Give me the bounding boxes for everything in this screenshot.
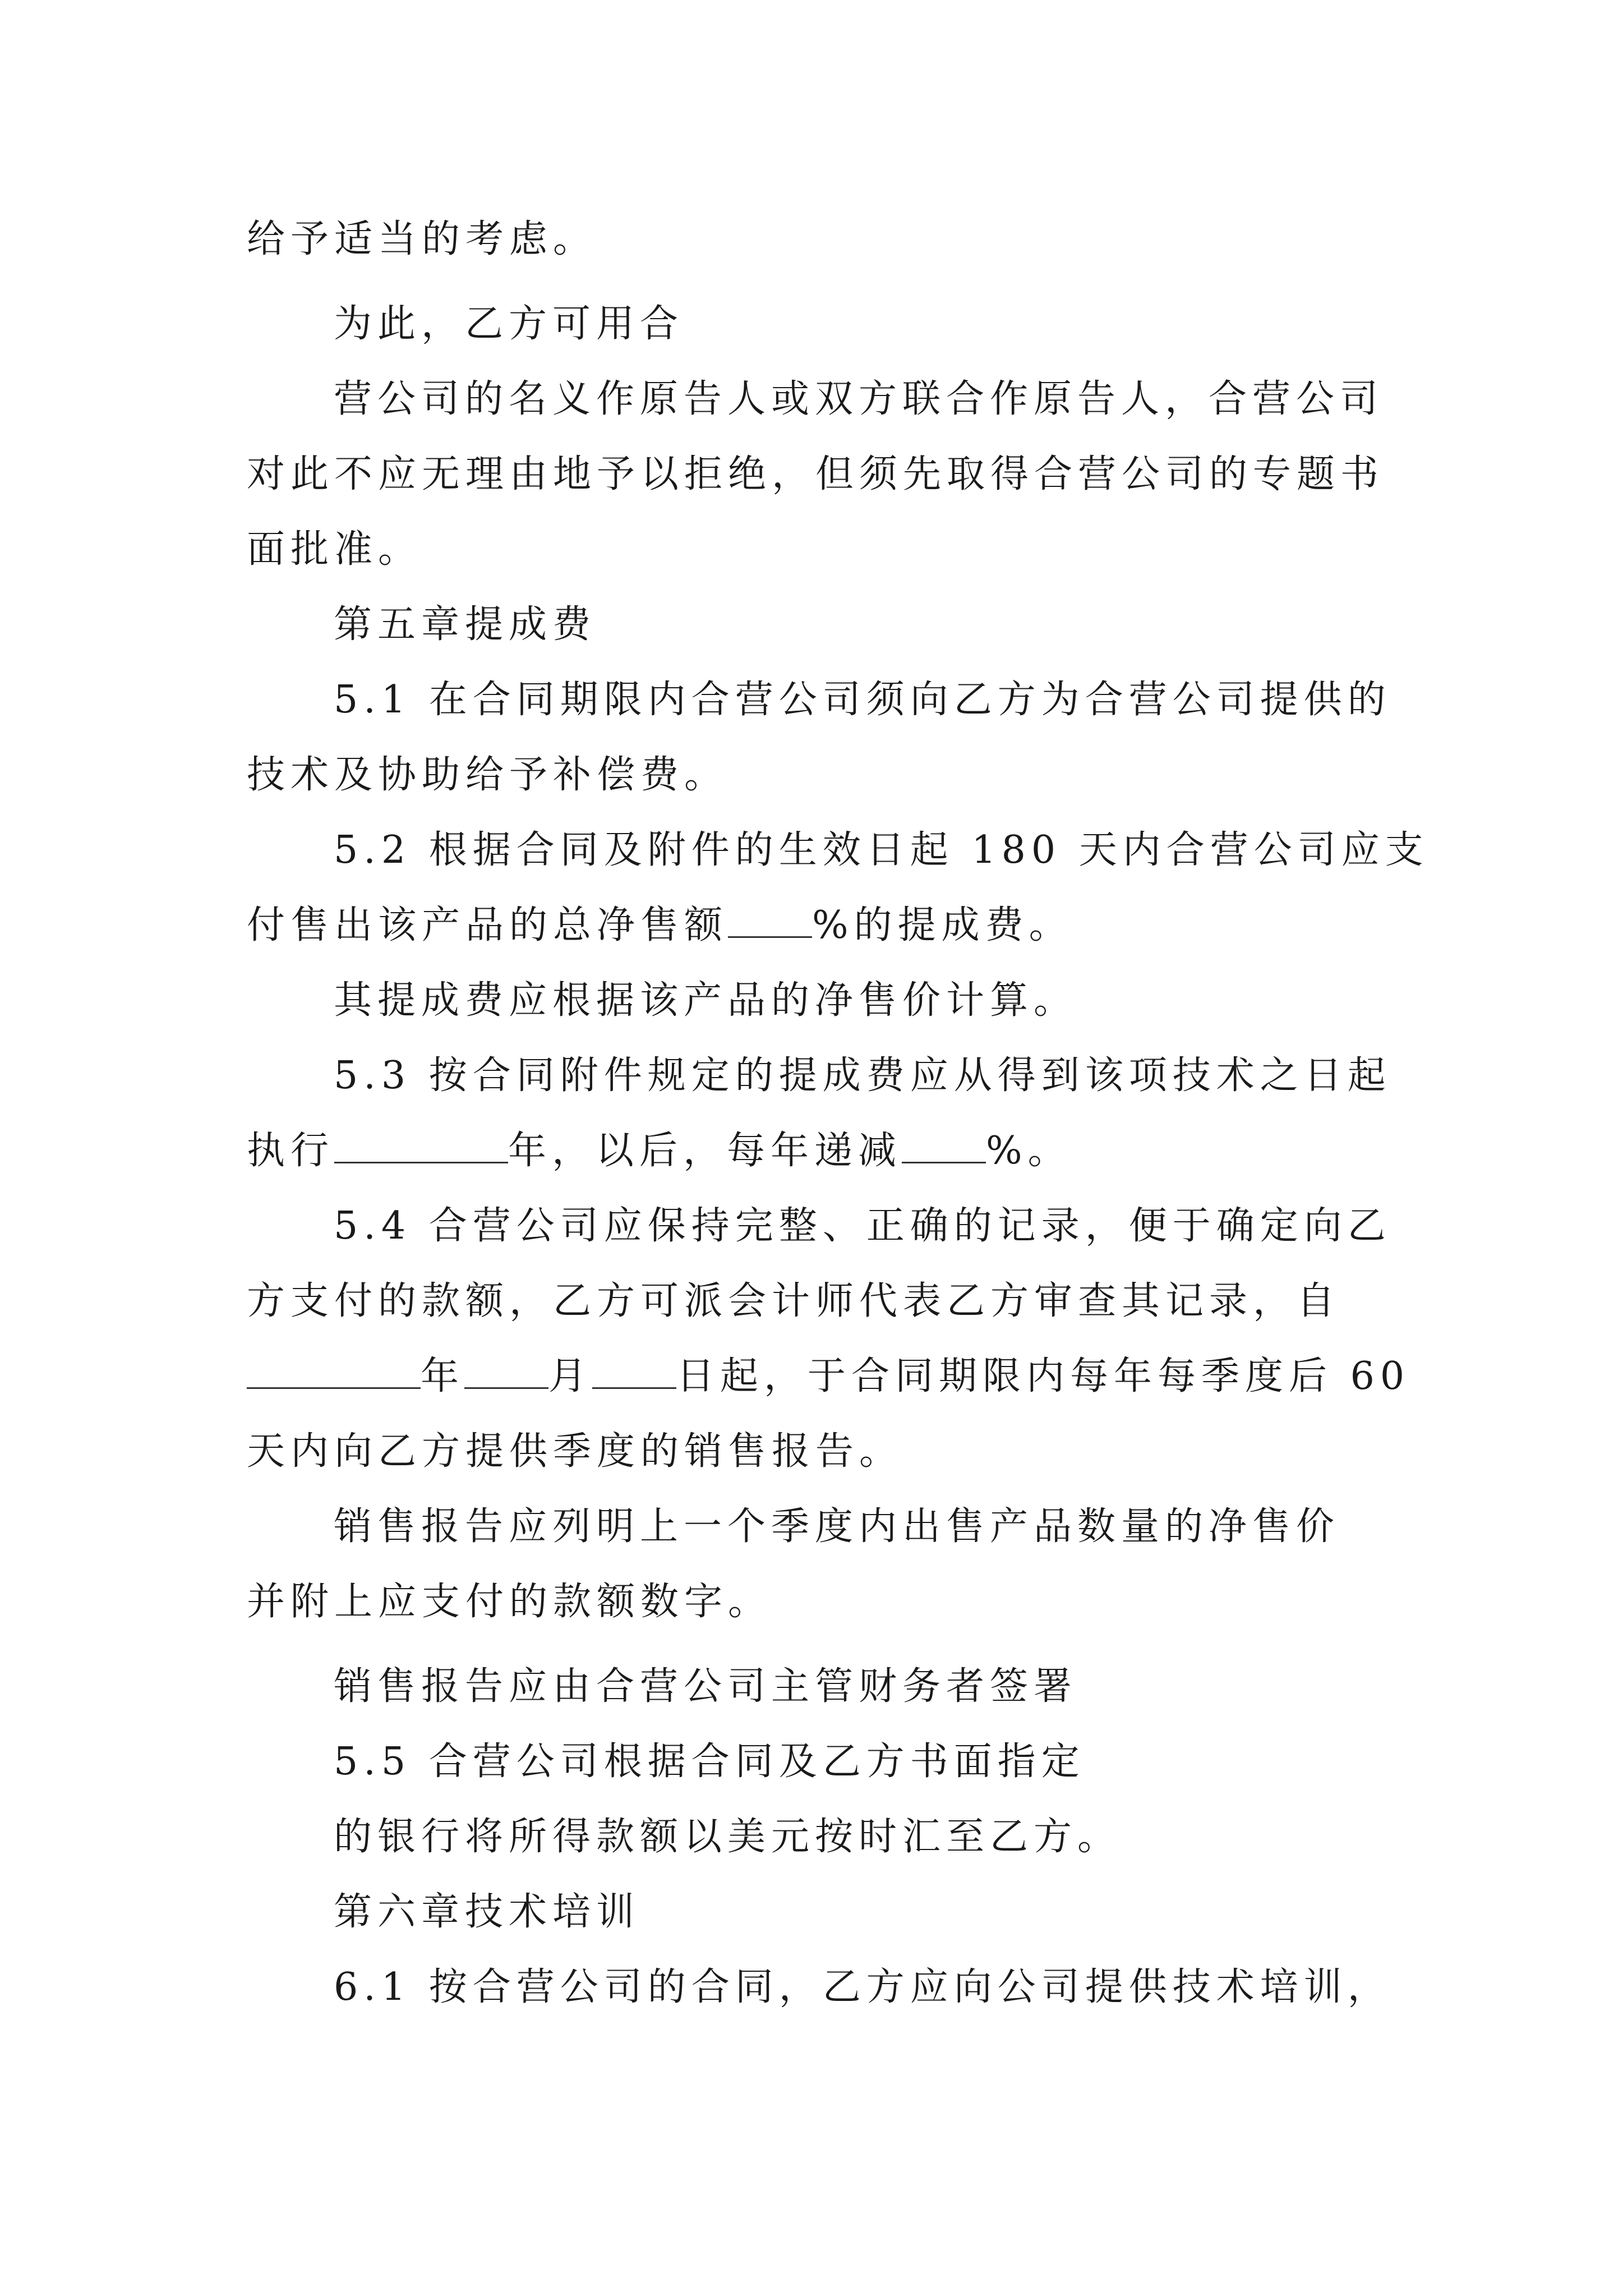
text-line: 5.4 合营公司应保持完整、正确的记录，便于确定向乙	[334, 1204, 1391, 1248]
text-line: 面批准。	[247, 527, 422, 572]
text-line: 方支付的款额，乙方可派会计师代表乙方审查其记录，自	[247, 1279, 1341, 1323]
text-line: 执行 年，以后，每年递减 %。	[247, 1129, 1072, 1173]
chapter-heading: 第五章提成费	[334, 602, 597, 647]
text-line: 付售出该产品的总净售额 %的提成费。	[247, 903, 1073, 947]
fill-blank	[247, 1354, 421, 1389]
text-line: 并附上应支付的款额数字。	[247, 1580, 772, 1624]
text-line: 5.2 根据合同及附件的生效日起 180 天内合营公司应支	[334, 828, 1429, 872]
fill-blank	[902, 1128, 986, 1163]
text-line: 给予适当的考虑。	[247, 217, 597, 261]
text-line: 5.1 在合同期限内合营公司须向乙方为合营公司提供的	[334, 678, 1391, 722]
text-line: 6.1 按合营公司的合同，乙方应向公司提供技术培训，	[334, 1965, 1391, 2009]
text-line: 5.5 合营公司根据合同及乙方书面指定	[334, 1740, 1085, 1784]
text-line: 销售报告应由合营公司主管财务者签署	[334, 1664, 1078, 1709]
text-line: 天内向乙方提供季度的销售报告。	[247, 1429, 903, 1474]
chapter-heading: 第六章技术培训	[334, 1890, 640, 1934]
fill-blank	[592, 1354, 676, 1389]
text-line: 其提成费应根据该产品的净售价计算。	[334, 978, 1078, 1023]
fill-blank	[334, 1128, 508, 1163]
text-line: 年 月 日起，于合同期限内每年每季度后 60	[247, 1349, 1410, 1405]
text-line: 技术及协助给予补偿费。	[247, 753, 728, 797]
text-line: 为此，乙方可用合	[334, 302, 684, 346]
text-line: 对此不应无理由地予以拒绝，但须先取得合营公司的专题书	[247, 452, 1385, 496]
text-line: 5.3 按合同附件规定的提成费应从得到该项技术之日起	[334, 1053, 1391, 1098]
fill-blank	[464, 1354, 548, 1389]
fill-blank	[728, 903, 812, 938]
text-line: 的银行将所得款额以美元按时汇至乙方。	[334, 1815, 1122, 1859]
text-line: 营公司的名义作原告人或双方联合作原告人，合营公司	[334, 377, 1384, 421]
text-line: 销售报告应列明上一个季度内出售产品数量的净售价	[334, 1504, 1340, 1549]
